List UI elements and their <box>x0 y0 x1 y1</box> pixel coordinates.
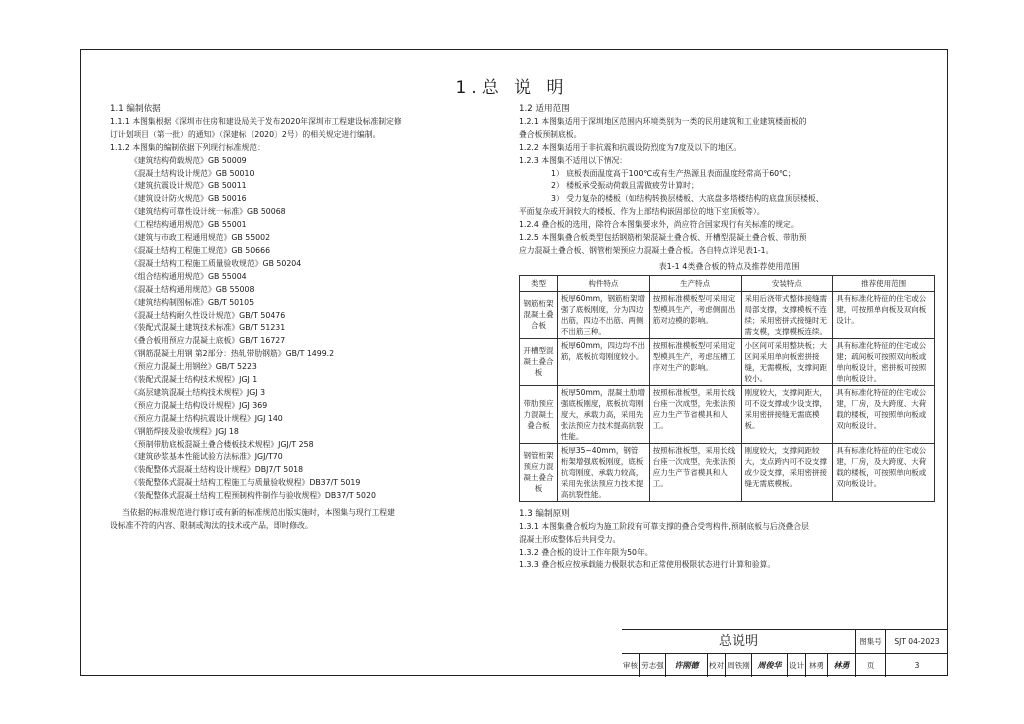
standard-item: 《混凝土结构耐久性设计规范》GB/T 50476 <box>130 310 286 320</box>
table-cell: 具有标准化特征的住宅或公建；疏间板可按照双向板或单向板设计，密拼板可按照单向板设计。 <box>833 338 935 385</box>
atlas-label: 图集号 <box>856 630 886 654</box>
standard-item: 《装配整体式混凝土结构设计规程》DBJ7/T 5018 <box>130 465 304 475</box>
clause-1-1-1-line1: 1.1.1 本图集根据《深圳市住房和建设局关于发布2020年深圳市工程建设标准制定修 <box>110 116 402 126</box>
standard-item: 《装配式混凝土结构技术规程》JGJ 1 <box>130 375 258 385</box>
page-number: 3 <box>914 661 920 670</box>
slab-types-table <box>519 275 935 502</box>
clause-item: 3） 受力复杂的楼板（如结构转换层楼板、大底盘多塔楼结构的底盘顶层楼板、 <box>551 194 824 204</box>
standard-item: 《建筑抗震设计规范》GB 50011 <box>130 181 247 191</box>
clause-line: 1.2.1 本图集适用于深圳地区范围内环境类别为一类的民用建筑和工业建筑楼面板的 <box>519 116 807 126</box>
standard-item: 《混凝土结构工程施工质量验收规范》GB 50204 <box>130 258 302 268</box>
clause-line: 平面复杂或开洞较大的楼板、作为上部结构嵌固部位的地下室顶板等）。 <box>519 207 765 217</box>
note-line2: 设标准不符的内容、限制或淘汰的技术或产品，即时修改。 <box>110 521 313 530</box>
standard-item: 《装配式混凝土建筑技术标准》GB/T 51231 <box>130 323 286 333</box>
standard-item: 《预应力混凝土结构设计规程》JGJ 369 <box>130 400 268 410</box>
standard-item: 《建筑结构可靠性设计统一标准》GB 50068 <box>130 207 286 217</box>
table-row <box>520 385 935 443</box>
standard-item: 《钢筋混凝土用钢 第2部分：热轧带肋钢筋》GB/T 1499.2 <box>130 349 335 359</box>
standard-item: 《建筑与市政工程通用规范》GB 55002 <box>130 233 271 243</box>
clause-line: 应力混凝土叠合板、钢管桁架预应力混凝土叠合板。各自特点详见表1-1。 <box>519 245 774 255</box>
table-cell: 具有标准化特征的住宅或公建，厂房，及大跨度、大荷载的楼板，可按照单向板或双向板设计。 <box>833 443 935 501</box>
table-header-cell: 类型 <box>520 275 558 291</box>
standard-item: 《工程结构通用规范》GB 55001 <box>130 220 247 230</box>
title-block-row2 <box>622 653 948 677</box>
table-cell: 具有标准化特征的住宅或公建，厂房，及大跨度、大荷载的楼板，可按照单向板或双向板设计。 <box>833 385 935 443</box>
table-body <box>520 291 935 501</box>
standard-item: 《建筑设计防火规范》GB 50016 <box>130 194 247 204</box>
clause-line: 1.3.3 叠合板应按承载能力极限状态和正常使用极限状态进行计算和验算。 <box>519 560 776 570</box>
clause-line: 混凝土形成整体后共同受力。 <box>519 534 621 544</box>
reviewer-signature: 许刚德 <box>666 654 708 677</box>
table-cell: 板厚60mm，钢筋桁架增强了底板刚度，分为四边出筋，四边不出筋、两侧不出筋三种。 <box>557 291 649 338</box>
clause-1-1-2: 1.1.2 本图集的编制依据下列现行标准规范： <box>110 142 265 152</box>
clause-line: 1.3.1 本图集叠合板均为施工阶段有可靠支撑的叠合受弯构件,预制底板与后浇叠合层 <box>519 521 809 531</box>
proofreader-signature: 周俊华 <box>752 654 788 677</box>
table-type-cell: 钢管桁架预应力混凝土叠合板 <box>520 443 558 501</box>
table-row <box>520 338 935 385</box>
clause-line: 叠合板预制底板。 <box>519 129 582 139</box>
title-block <box>622 629 948 676</box>
table-cell: 按照标准模板型可采用定型模具生产，考虑侧面出筋对边模的影响。 <box>649 291 741 338</box>
standard-item: 《装配整体式混凝土结构工程施工与质量验收规程》DB37/T 5019 <box>130 478 361 488</box>
clause-item: 2） 楼板承受振动荷载且需做疲劳计算时； <box>551 181 699 191</box>
clause-item: 1） 底板表面温度高于100℃或有生产热源且表面温度经常高于60℃； <box>551 168 796 178</box>
right-column <box>519 101 939 572</box>
table-title: 表1-1 4类叠合板的特点及推荐使用范围 <box>658 261 800 271</box>
table-header-cell: 安装特点 <box>741 275 833 291</box>
left-column <box>110 101 505 533</box>
table-header-cell: 生产特点 <box>649 275 741 291</box>
standard-item: 《钢筋焊接及验收规程》JGJ 18 <box>130 426 239 436</box>
standard-item: 《预应力混凝土用钢丝》GB/T 5223 <box>130 362 257 372</box>
designer-signature: 林勇 <box>828 654 856 677</box>
table-type-cell: 钢筋桁架混凝土叠合板 <box>520 291 558 338</box>
section-heading-1-3: 1.3 编制原则 <box>519 508 570 519</box>
standard-item: 《预制带肋底板混凝土叠合楼板技术规程》JGJ/T 258 <box>130 439 314 449</box>
standard-item: 《建筑砂浆基本性能试验方法标准》JGJ/T70 <box>130 452 283 462</box>
designer-name: 林勇 <box>806 654 828 677</box>
standard-item: 《组合结构通用规范》GB 55004 <box>130 271 247 281</box>
standard-item: 《叠合板用预应力混凝土底板》GB/T 16727 <box>130 336 286 346</box>
table-cell: 板厚60mm，四边均不出筋，底板抗弯刚度较小。 <box>557 338 649 385</box>
section-heading-1-2: 1.2 适用范围 <box>519 104 570 114</box>
note-line1: 当依据的标准规范进行修订或有新的标准规范出版实施时，本图集与现行工程建 <box>122 508 395 518</box>
standard-item: 《混凝土结构设计规范》GB 50010 <box>130 168 255 178</box>
table-row <box>520 291 935 338</box>
standard-item: 《混凝土结构通用规范》GB 55008 <box>130 284 255 294</box>
table-header-row <box>520 275 935 291</box>
standard-item: 《混凝土结构工程施工规范》GB 50666 <box>130 245 271 255</box>
clause-line: 1.2.4 叠合板的选用，除符合本图集要求外，尚应符合国家现行有关标准的规定。 <box>519 220 799 230</box>
design-label: 设计 <box>788 654 806 677</box>
table-cell: 板厚50mm，混凝土肋增强底板刚度，底板抗弯刚度大，承载力高，采用先张法预应力技术提高抗裂性能。 <box>557 385 649 443</box>
standard-item: 《建筑结构荷载规范》GB 50009 <box>130 155 247 165</box>
drawing-name: 总说明 <box>622 630 856 654</box>
page-title: 1.总 说 明 <box>455 78 569 98</box>
table-cell: 具有标准化特征的住宅或公建，可按照单向板及双向板设计。 <box>833 291 935 338</box>
table-cell: 刚度较大，支撑间距较大，支点跨内可不设支撑或少设支撑，采用密拼接缝无需底模板。 <box>741 443 833 501</box>
table-cell: 按照标准板型，采用长线台座一次成型，先张法预应力生产节省模具和人工。 <box>649 385 741 443</box>
clause-line: 1.2.3 本图集不适用以下情况： <box>519 155 628 165</box>
table-cell: 小区间可采用整块板；大区间采用单向板密拼接缝，无需模板，支撑间距较小。 <box>741 338 833 385</box>
table-cell: 按照标准板型，采用长线台座一次成型，先张法预应力生产节省模具和人工。 <box>649 443 741 501</box>
title-block-row1 <box>622 629 948 654</box>
table-header-cell: 构件特点 <box>557 275 649 291</box>
proof-label: 校对 <box>708 654 726 677</box>
page-label: 页 <box>856 654 886 677</box>
clause-1-1-1-line2: 订计划项目（第一批）的通知》（深建标〔2020〕2号）的相关规定进行编制。 <box>110 129 381 139</box>
table-row <box>520 443 935 501</box>
standards-list <box>110 155 505 503</box>
table-cell: 采用后浇带式整体接缝需局部支撑，支撑模板不连续；采用密拼式接缝时无需支模，支撑模板连续。 <box>741 291 833 338</box>
clause-line: 1.2.5 本图集叠合板类型包括钢筋桁架混凝土叠合板、开槽型混凝土叠合板、带肋预 <box>519 233 807 243</box>
standard-item: 《预应力混凝土结构抗震设计规程》JGJ 140 <box>130 413 283 423</box>
atlas-number: SJT 04-2023 <box>894 637 940 646</box>
reviewer-name: 劳志强 <box>640 654 666 677</box>
table-header-cell: 推荐使用范围 <box>833 275 935 291</box>
section-heading-1-1: 1.1 编制依据 <box>110 104 161 114</box>
table-cell: 刚度较大，支撑间距大，可不设支撑或少设支撑，采用密拼接缝无需底模板。 <box>741 385 833 443</box>
table-cell: 按照标准模板型可采用定型模具生产，考虑压槽工序对生产的影响。 <box>649 338 741 385</box>
review-label: 审核 <box>622 654 640 677</box>
standard-item: 《建筑结构制图标准》GB/T 50105 <box>130 297 255 307</box>
clause-line: 1.2.2 本图集适用于非抗震和抗震设防烈度为7度及以下的地区。 <box>519 142 742 152</box>
standard-item: 《高层建筑混凝土结构技术规程》JGJ 3 <box>130 387 266 397</box>
table-type-cell: 带肋预应力混凝土叠合板 <box>520 385 558 443</box>
standard-item: 《装配整体式混凝土结构工程预制构件制作与验收规程》DB37/T 5020 <box>130 491 376 501</box>
table-type-cell: 开槽型混凝土叠合板 <box>520 338 558 385</box>
proofreader-name: 周铁刚 <box>726 654 752 677</box>
table-cell: 板厚35~40mm，钢管桁架增强底板刚度，底板抗弯刚度、承载力较高，采用先张法预应力技术提高抗裂性能。 <box>557 443 649 501</box>
clause-line: 1.3.2 叠合板的设计工作年限为50年。 <box>519 547 653 557</box>
